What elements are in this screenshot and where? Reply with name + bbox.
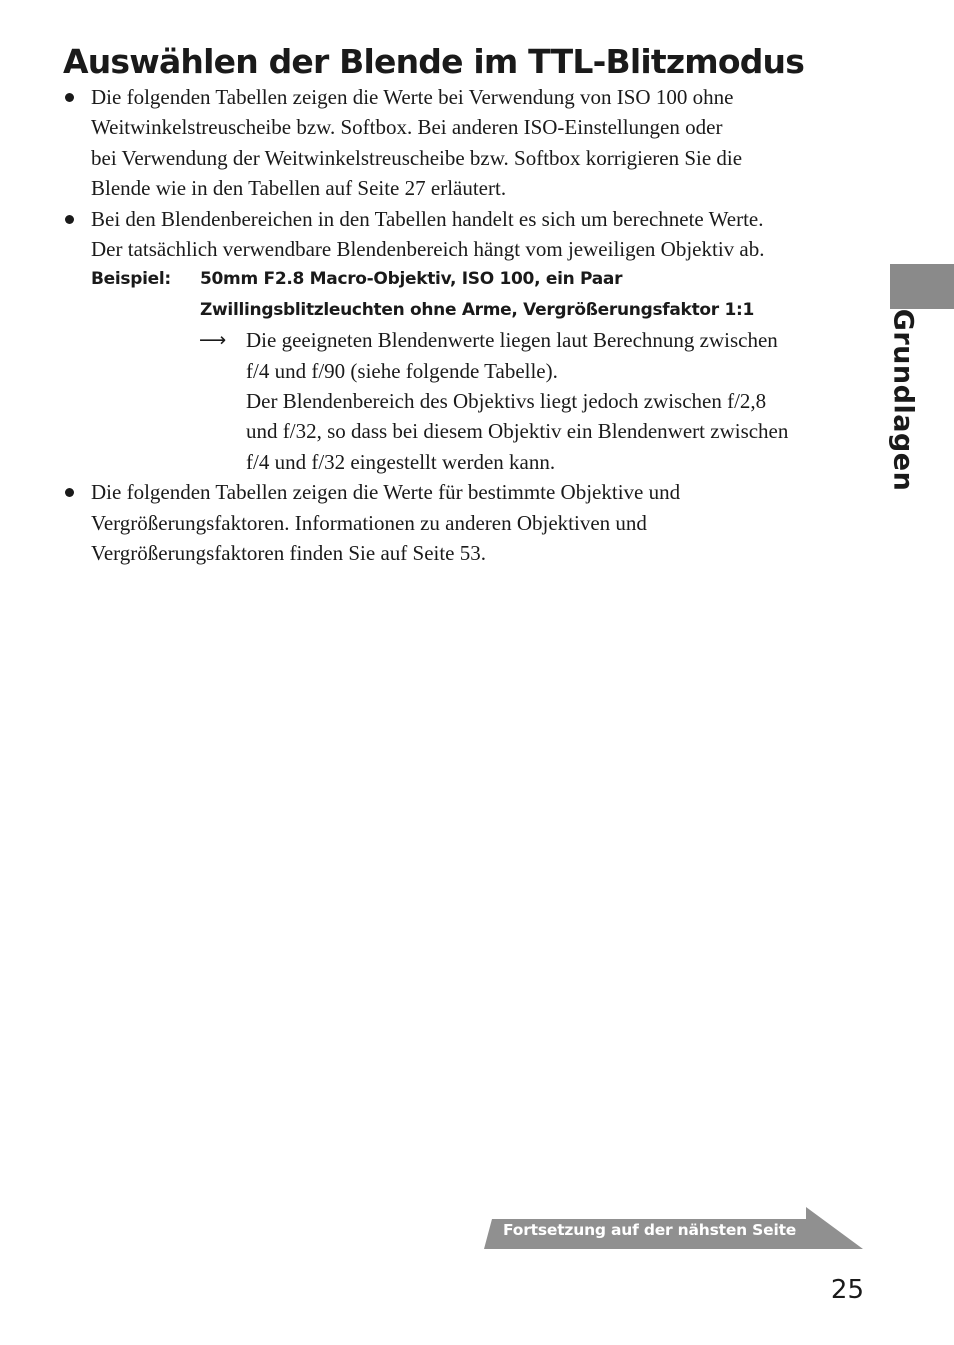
section-tab-marker <box>890 264 954 309</box>
text-line: f/4 und f/32 eingestellt werden kann. <box>246 449 556 474</box>
page-title: Auswählen der Blende im TTL-Blitzmodus <box>63 42 805 81</box>
text-line: und f/32, so dass bei diesem Objektiv ein Blendenwert zwischen <box>246 419 789 444</box>
continue-banner[interactable] <box>484 1207 864 1249</box>
text-line: Der Blendenbereich des Objektivs liegt jedoch zwischen f/2,8 <box>246 389 767 414</box>
example-text <box>200 264 882 325</box>
page-number: 25 <box>830 1275 864 1305</box>
text-line: Die folgenden Tabellen zeigen die Werte für bestimmte Objektive und <box>91 480 681 505</box>
body-text <box>62 82 882 569</box>
example-label: Beispiel: <box>91 269 171 290</box>
text-line: Zwillingsblitzleuchten ohne Arme, Vergrößerungsfaktor 1:1 <box>200 299 755 320</box>
text-line: Die geeigneten Blendenwerte liegen laut Berechnung zwischen <box>246 328 778 353</box>
text-line: f/4 und f/90 (siehe folgende Tabelle). <box>246 358 558 383</box>
example-block <box>62 264 882 325</box>
text-line: Blende wie in den Tabellen auf Seite 27 erläutert. <box>91 176 507 201</box>
text-line: Bei den Blendenbereichen in den Tabellen handelt es sich um berechnete Werte. <box>91 206 764 231</box>
bullet-item-aperture-range <box>62 204 882 265</box>
continue-label: Fortsetzung auf der nähsten Seite <box>503 1221 797 1239</box>
arrow-right-icon: ⟶ <box>199 329 227 352</box>
bullet-item-iso <box>62 82 882 204</box>
text-line: Vergrößerungsfaktoren. Informationen zu anderen Objektiven und <box>91 510 647 535</box>
text-line: Der tatsächlich verwendbare Blendenbereich hängt vom jeweiligen Objektiv ab. <box>91 237 765 262</box>
text-line: 50mm F2.8 Macro-Objektiv, ISO 100, ein Paar <box>200 269 623 290</box>
section-tab-label: Grundlagen <box>887 308 919 492</box>
text-line: Die folgenden Tabellen zeigen die Werte bei Verwendung von ISO 100 ohne <box>91 85 734 109</box>
text-line: Vergrößerungsfaktoren finden Sie auf Seite 53. <box>91 541 487 566</box>
text-line: Weitwinkelstreuscheibe bzw. Softbox. Bei anderen ISO-Einstellungen oder <box>91 115 723 140</box>
bullet-item-lenses <box>62 477 882 568</box>
example-result <box>62 325 882 477</box>
text-line: bei Verwendung der Weitwinkelstreuscheibe bzw. Softbox korrigieren Sie die <box>91 145 743 170</box>
